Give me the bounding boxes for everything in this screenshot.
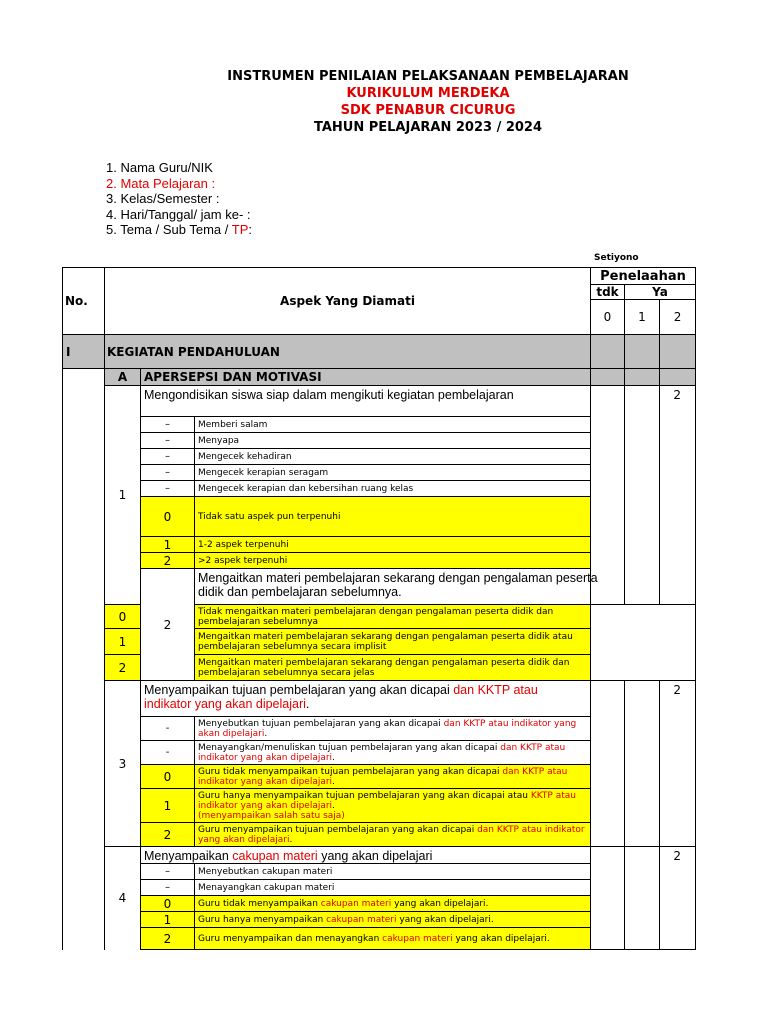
item-3-cell-1 xyxy=(625,681,660,847)
table-row: 0 Guru tidak menyampaikan tujuan pembelajaran yang akan dicapai dan KKTP atau indikator yang akan dipelajari. xyxy=(63,765,696,789)
item-4-number: 4 xyxy=(105,847,141,950)
header-aspek: Aspek Yang Diamati xyxy=(105,268,591,335)
table-row: 2 Guru menyampaikan tujuan pembelajaran yang akan dicapai dan KKTP atau indikator yang akan dipelajari. xyxy=(63,823,696,847)
item-3-cell-0 xyxy=(591,681,625,847)
item-1-number: 1 xyxy=(105,386,141,605)
section-number: I xyxy=(63,335,105,369)
table-row: – Menayangkan cakupan materi xyxy=(63,880,696,896)
observer-name: Setiyono xyxy=(594,253,639,263)
table-row: – Menyapa xyxy=(63,433,696,449)
table-row: 2 Mengaitkan materi pembelajaran sekarang dengan pengalaman peserta didik dan pembelajaran sebelumnya secara jelas xyxy=(63,655,696,681)
title-line-2: KURIKULUM MERDEKA xyxy=(346,86,510,101)
table-row: 1 Guru hanya menyampaikan cakupan materi yang akan dipelajari. xyxy=(63,912,696,928)
table-row: – Mengecek kehadiran xyxy=(63,449,696,465)
identity-fields xyxy=(106,160,252,238)
item-1-cell-1 xyxy=(625,386,660,605)
header-ya: Ya xyxy=(625,285,696,300)
item-1-question: Mengondisikan siswa siap dalam mengikuti kegiatan pembelajaran xyxy=(141,386,591,417)
table-row: 1 Guru hanya menyampaikan tujuan pembelajaran yang akan dicapai atau KKTP atau indikator yang akan dipelajari. (menyampaikan salah satu saja) xyxy=(63,789,696,823)
table-row: 0 Tidak satu aspek pun terpenuhi xyxy=(63,497,696,537)
field-nama-guru: 1. Nama Guru/NIK xyxy=(106,160,213,175)
header-score-0: 0 xyxy=(591,300,625,335)
field-mata-pelajaran: 2. Mata Pelajaran : xyxy=(106,175,216,191)
item-4-score: 2 xyxy=(660,847,696,950)
item-2-number: 2 xyxy=(141,569,195,681)
title-line-4: TAHUN PELAJARAN 2023 / 2024 xyxy=(313,120,543,135)
table-row xyxy=(63,847,696,864)
table-row: – Memberi salam xyxy=(63,417,696,433)
subsection-cell-0 xyxy=(591,369,625,386)
item-3-question: Menyampaikan tujuan pembelajaran yang akan dicapai dan KKTP atau indikator yang akan dipelajari. xyxy=(141,681,591,717)
table-row: 2 >2 aspek terpenuhi xyxy=(63,553,696,569)
table-row: 0 Guru tidak menyampaikan cakupan materi yang akan dipelajari. xyxy=(63,896,696,912)
table-row: 1 1-2 aspek terpenuhi xyxy=(63,537,696,553)
table-row: – Mengecek kerapian dan kebersihan ruang kelas xyxy=(63,481,696,497)
header-score-2: 2 xyxy=(660,300,696,335)
item-3-number: 3 xyxy=(105,681,141,847)
table-row: – Menyebutkan cakupan materi xyxy=(63,864,696,880)
table-row xyxy=(63,386,696,417)
subsection-letter: A xyxy=(105,369,141,386)
header-no: No. xyxy=(63,268,105,335)
item-1-score: 2 xyxy=(660,386,696,605)
header-tdk: tdk xyxy=(591,285,625,300)
table-row: 0 Tidak mengaitkan materi pembelajaran dengan pengalaman peserta didik dan pembelajaran sebelumnya xyxy=(63,605,696,629)
table-row: 2 Guru menyampaikan dan menayangkan cakupan materi yang akan dipelajari. xyxy=(63,928,696,950)
field-tema: 5. Tema / Sub Tema / TP: xyxy=(106,222,252,237)
section-no-column xyxy=(63,369,105,950)
table-row: – Mengecek kerapian seragam xyxy=(63,465,696,481)
section-cell-0 xyxy=(591,335,625,369)
subsection-cell-2 xyxy=(660,369,696,386)
table-row xyxy=(63,569,696,605)
section-cell-2 xyxy=(660,335,696,369)
table-row xyxy=(63,681,696,717)
assessment-table xyxy=(62,267,696,950)
subsection-title: APERSEPSI DAN MOTIVASI xyxy=(141,369,591,386)
item-4-cell-1 xyxy=(625,847,660,950)
section-title: KEGIATAN PENDAHULUAN xyxy=(105,335,591,369)
header-score-1: 1 xyxy=(625,300,660,335)
table-row: - Menayangkan/menuliskan tujuan pembelajaran yang akan dicapai dan KKTP atau indikator yang akan dipelajari. xyxy=(63,741,696,765)
title-line-3: SDK PENABUR CICURUG xyxy=(340,103,516,118)
table-row: - Menyebutkan tujuan pembelajaran yang akan dicapai dan KKTP atau indikator yang akan dipelajari. xyxy=(63,717,696,741)
field-kelas-semester: 3. Kelas/Semester : xyxy=(106,191,220,206)
table-row: 1 Mengaitkan materi pembelajaran sekarang dengan pengalaman peserta didik atau pembelajaran sebelumnya secara implisit xyxy=(63,629,696,655)
section-cell-1 xyxy=(625,335,660,369)
header-penelaahan: Penelaahan xyxy=(591,268,696,285)
item-2-question: Mengaitkan materi pembelajaran sekarang dengan pengalaman peserta didik dan pembelajaran sebelumnya. xyxy=(195,569,625,605)
document-header xyxy=(0,68,768,136)
item-4-cell-0 xyxy=(591,847,625,950)
subsection-cell-1 xyxy=(625,369,660,386)
title-line-1: INSTRUMEN PENILAIAN PELAKSANAAN PEMBELAJARAN xyxy=(227,69,629,84)
item-4-question: Menyampaikan cakupan materi yang akan dipelajari xyxy=(141,847,591,864)
item-3-score: 2 xyxy=(660,681,696,847)
field-hari-tanggal: 4. Hari/Tanggal/ jam ke- : xyxy=(106,206,251,222)
